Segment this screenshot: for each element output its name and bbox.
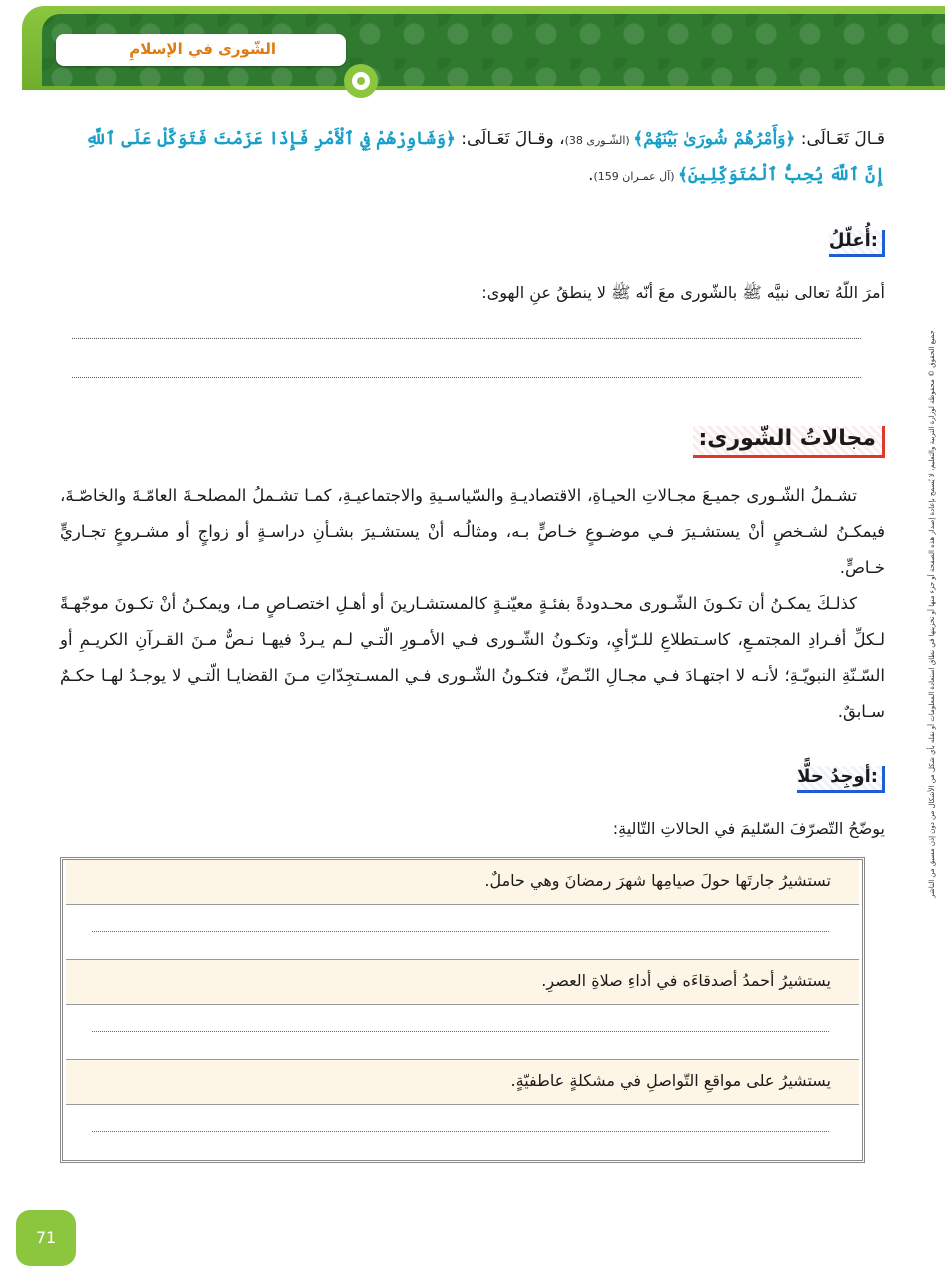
quran-verse-2: ﴿وَشَاوِرْهُمْ فِي ٱلْأَمْرِ فَإِذَا عَزَمْتَ فَتَوَكَّلْ عَلَى ٱللَّهِ إِنَّ ٱللَّهَ يُحِبُّ ٱلْمُتَوَكِّلِينَ﴾ <box>85 129 885 185</box>
explain-heading: أُعلّلُ: <box>829 230 885 257</box>
answer-line-2[interactable] <box>72 377 861 378</box>
copyright-text: جميع الحقوق © محفوظة لوزارة التربية والتعليم، لا يُسمح بإعادة إصدار هذه الصفحة أو جزء منها أو تخزينها في نطاق استعادة المعلومات أو نقله بأي شكل من الأشكال من دون إذن مسبق من الناشر <box>928 330 936 898</box>
case-text: يستشيرُ على مواقعِ التّواصلِ في مشكلةٍ عاطفيّةٍ. <box>510 1071 831 1090</box>
case-row <box>66 1060 859 1105</box>
case-text: يستشيرُ أحمدُ أصدقاءَه في أداءِ صلاةِ العصرِ. <box>541 971 831 990</box>
answer-dotted-line <box>92 931 829 932</box>
case-text: تستشيرُ جارتَها حولَ صيامِها شهرَ رمضانَ وهي حاملٌ. <box>484 871 831 890</box>
solve-heading: أوجِدُ حلًّا: <box>797 766 885 793</box>
verse-end: . <box>588 165 594 185</box>
copyright-sidebar <box>912 260 936 980</box>
case-row <box>66 960 859 1005</box>
answer-dotted-line <box>92 1031 829 1032</box>
page-number: 71 <box>16 1210 76 1266</box>
verse-intro: قـالَ تَعَـالَى: <box>795 129 885 149</box>
section-heading: مجالاتُ الشّورى: <box>693 426 886 458</box>
explain-question: أمرَ اللّهُ تعالى نبيَّه ﷺ بالشّورى معَ أنّه ﷺ لا ينطقُ عنِ الهوى: <box>481 283 885 302</box>
section-paragraph-1: تشـملُ الشّـورى جميـعَ مجـالاتِ الحيـاةِ، الاقتصاديـةِ والسّياسـيةِ والاجتماعيـةِ، كمـا تشـملُ المصلحـةَ العامّـةَ والخاصّـةَ، فيمكـنُ لشـخصٍ أنْ يستشـيرَ فـي موضـوعٍ خـاصٍّ بـه، ومثالُـه أنْ يستشـيرَ بشـأنِ دراسـةٍ أو زواجٍ أو مشـروعٍ تجـاريٍّ خـاصٍّ. <box>60 486 885 577</box>
answer-line-1[interactable] <box>72 338 861 339</box>
title-box <box>56 34 346 66</box>
answer-dotted-line <box>92 1131 829 1132</box>
page-title: الشّورى في الإسلامِ <box>129 40 276 58</box>
quran-verse-1: ﴿وَأَمْرُهُمْ شُورَىٰ بَيْنَهُمْ﴾ <box>633 129 796 149</box>
solve-instruction: يوضّحُ التّصرّفَ السّليمَ في الحالاتِ التّاليةِ: <box>612 819 885 838</box>
cases-table <box>60 857 865 1163</box>
answer-row[interactable] <box>66 1005 859 1060</box>
verse-join: ، وقـالَ تَعَـالَى: <box>455 129 565 149</box>
verse-ref-1: (الشّـورى 38) <box>564 134 634 147</box>
case-row <box>66 860 859 905</box>
decor-circle-center <box>357 77 365 85</box>
answer-row[interactable] <box>66 905 859 960</box>
answer-row[interactable] <box>66 1105 859 1159</box>
verse-ref-2: (آل عمـران 159) <box>593 170 678 183</box>
verse-block <box>60 122 885 194</box>
section-paragraph-2: كذلـكَ يمكـنُ أن تكـونَ الشّـورى محـدودةً بفئـةٍ معيّنـةٍ كالمستشـارينَ أو أهـلِ اختصـاصٍ مـا، ويمكـنُ أنْ تكـونَ موجّهـةً لـكلِّ أفـرادِ المجتمـعِ، كاسـتطلاعِ للـرّأيِ، وتكـونُ الشّـورى فـي الأمـورِ الّتـي لـم يـردْ فيهـا نـصٌّ مـنَ القـرآنِ الكريـمِ أو السّـنّةِ النبويّـةِ؛ لأنـه لا اجتهـادَ فـي مجـالِ النّـصِّ، فتكـونُ الشّـورى فـي المسـتجِدّاتِ مـنَ القضايـا الّتـي لا يوجـدُ لهـا حكـمٌ سـابقٌ. <box>60 594 885 721</box>
